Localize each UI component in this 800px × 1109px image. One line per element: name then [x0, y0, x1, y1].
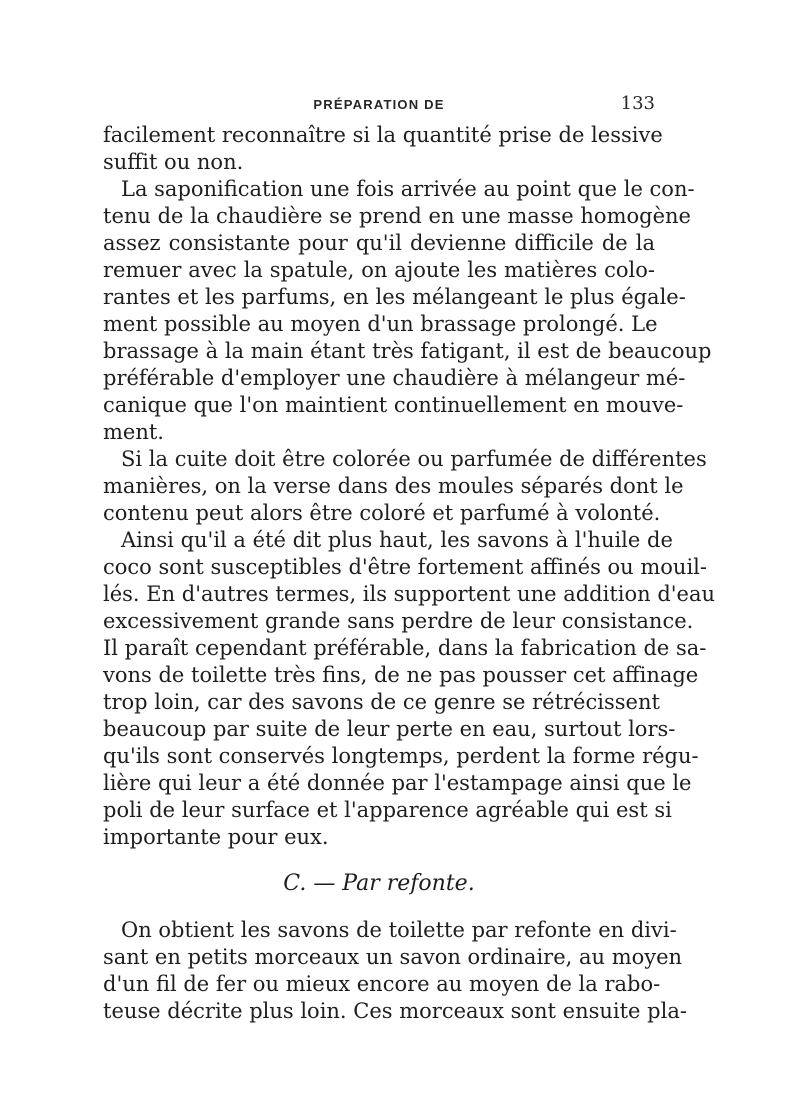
- running-header: [103, 92, 655, 116]
- text-line: facilement reconnaître si la quantité prise de lessive: [103, 123, 663, 147]
- paragraph: [103, 917, 687, 1025]
- text-line: assez consistante pour qu'il devienne difficile de la: [103, 231, 655, 255]
- text-line: Il paraît cependant préférable, dans la fabrication de sa-: [103, 636, 707, 660]
- text-line: Ainsi qu'il a été dit plus haut, les savons à l'huile de: [121, 528, 673, 552]
- page-number: 133: [620, 93, 655, 114]
- text-line: contenu peut alors être coloré et parfumé à volonté.: [103, 501, 661, 525]
- text-line: coco sont susceptibles d'être fortement affinés ou mouil-: [103, 555, 707, 579]
- text-line: trop loin, car des savons de ce genre se rétrécissent: [103, 690, 660, 714]
- text-line: suffit ou non.: [103, 150, 244, 174]
- text-line: canique que l'on maintient continuellement en mouve-: [103, 393, 684, 417]
- text-line: La saponification une fois arrivée au point que le con-: [121, 177, 695, 201]
- text-line: tenu de la chaudière se prend en une masse homogène: [103, 204, 691, 228]
- text-line: poli de leur surface et l'apparence agréable qui est si: [103, 798, 672, 822]
- running-title: PRÉPARATION DE: [313, 97, 445, 112]
- text-line: importante pour eux.: [103, 825, 329, 849]
- text-line: qu'ils sont conservés longtemps, perdent la forme régu-: [103, 744, 699, 768]
- text-line: vons de toilette très fins, de ne pas pousser cet affinage: [103, 663, 699, 687]
- text-line: beaucoup par suite de leur perte en eau, surtout lors-: [103, 717, 676, 741]
- text-line: ment.: [103, 420, 164, 444]
- text-line: d'un fil de fer ou mieux encore au moyen de la rabo-: [103, 972, 661, 996]
- text-line: ment possible au moyen d'un brassage prolongé. Le: [103, 312, 658, 336]
- text-line: lière qui leur a été donnée par l'estampage ainsi que le: [103, 771, 692, 795]
- text-line: rantes et les parfums, en les mélangeant le plus égale-: [103, 285, 686, 309]
- section-heading: C. — Par refonte.: [283, 871, 475, 896]
- text-line: On obtient les savons de toilette par refonte en divi-: [121, 918, 677, 942]
- text-line: Si la cuite doit être colorée ou parfumée de différentes: [121, 447, 707, 471]
- body-text: [103, 122, 716, 1025]
- paragraph: [103, 527, 716, 851]
- text-line: excessivement grande sans perdre de leur consistance.: [103, 609, 694, 633]
- text-line: préférable d'employer une chaudière à mélangeur mé-: [103, 366, 686, 390]
- paragraph: [103, 446, 707, 527]
- text-line: manières, on la verse dans des moules séparés dont le: [103, 474, 684, 498]
- text-line: sant en petits morceaux un savon ordinaire, au moyen: [103, 945, 683, 969]
- paragraph: [103, 176, 712, 446]
- text-line: brassage à la main étant très fatigant, il est de beaucoup: [103, 339, 712, 363]
- text-line: remuer avec la spatule, on ajoute les matières colo-: [103, 258, 655, 282]
- text-line: teuse décrite plus loin. Ces morceaux sont ensuite pla-: [103, 999, 687, 1023]
- text-line: lés. En d'autres termes, ils supportent une addition d'eau: [103, 582, 716, 606]
- paragraph: [103, 122, 663, 176]
